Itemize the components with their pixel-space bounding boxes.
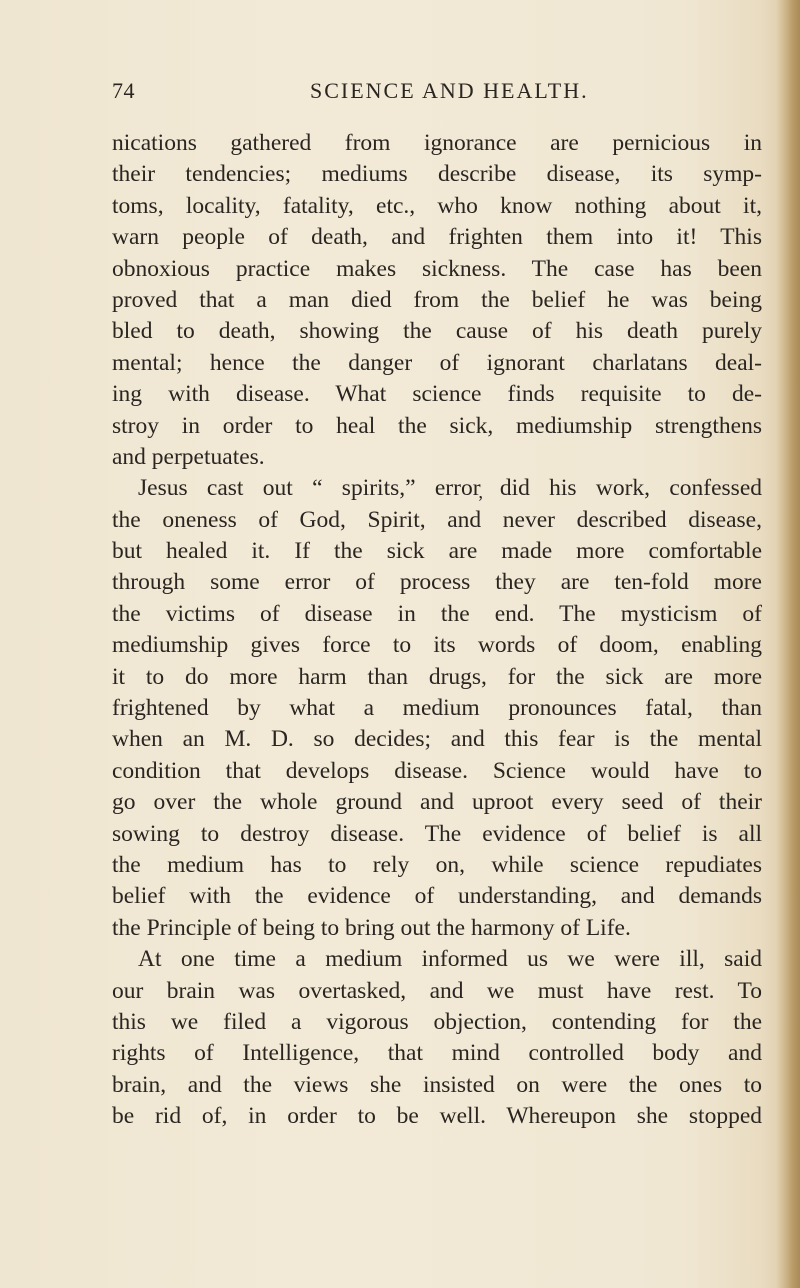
text-line: our brain was overtasked, and we must have rest. To bbox=[112, 977, 762, 1004]
text-line: it to do more harm than drugs, for the sick are more bbox=[112, 663, 762, 690]
text-line: mediumship gives force to its words of doom, enabling bbox=[112, 632, 762, 659]
page-gutter-edge bbox=[776, 0, 800, 1288]
text-line: condition that develops disease. Science would have to bbox=[112, 757, 762, 784]
text-line: ing with disease. What science finds requisite to de- bbox=[112, 381, 762, 408]
text-line: go over the whole ground and uproot every seed of their bbox=[112, 789, 762, 816]
text-line: the medium has to rely on, while science repudiates bbox=[112, 851, 762, 878]
text-line: through some error of process they are ten-fold more bbox=[112, 569, 762, 596]
page-number: 74 bbox=[112, 78, 135, 103]
text-line: obnoxious practice makes sickness. The case has been bbox=[112, 255, 762, 282]
text-line: toms, locality, fatality, etc., who know nothing about it, bbox=[112, 192, 762, 219]
text-line: bled to death, showing the cause of his death purely bbox=[112, 318, 762, 345]
page-header bbox=[112, 78, 760, 108]
text-line: warn people of death, and frighten them into it! This bbox=[112, 224, 762, 251]
text-line: sowing to destroy disease. The evidence of belief is all bbox=[112, 820, 762, 847]
paragraph-end-line: and perpetuates. bbox=[112, 443, 265, 470]
text-line: the victims of disease in the end. The mysticism of bbox=[112, 600, 762, 627]
running-head: SCIENCE AND HEALTH. bbox=[310, 78, 589, 103]
text-line: their tendencies; mediums describe disease, its symp- bbox=[112, 161, 762, 188]
text-line: be rid of, in order to be well. Whereupon she stopped bbox=[112, 1103, 762, 1130]
text-line: this we filed a vigorous objection, contending for the bbox=[112, 1008, 762, 1035]
text-line: nications gathered from ignorance are pernicious in bbox=[112, 130, 762, 156]
text-line: rights of Intelligence, that mind controlled body and bbox=[112, 1040, 762, 1067]
text-line: brain, and the views she insisted on were the ones to bbox=[112, 1071, 762, 1098]
paragraph-start-line: At one time a medium informed us we were ill, said bbox=[138, 946, 762, 973]
text-line: the oneness of God, Spirit, and never described disease, bbox=[112, 506, 762, 533]
paragraph-end-line: the Principle of being to bring out the harmony of Life. bbox=[112, 914, 631, 941]
body-text bbox=[112, 128, 762, 1133]
text-line: when an M. D. so decides; and this fear is the mental bbox=[112, 726, 762, 753]
text-line: belief with the evidence of understanding, and demands bbox=[112, 883, 762, 910]
text-line: mental; hence the danger of ignorant charlatans deal- bbox=[112, 349, 762, 376]
text-line: proved that a man died from the belief he was being bbox=[112, 286, 762, 313]
text-line: but healed it. If the sick are made more comfortable bbox=[112, 538, 762, 565]
paragraph-start-line: Jesus cast out “ spirits,” error̦ did his work, confessed bbox=[138, 475, 762, 502]
text-line: stroy in order to heal the sick, mediumship strengthens bbox=[112, 412, 762, 439]
text-line: frightened by what a medium pronounces fatal, than bbox=[112, 695, 762, 722]
